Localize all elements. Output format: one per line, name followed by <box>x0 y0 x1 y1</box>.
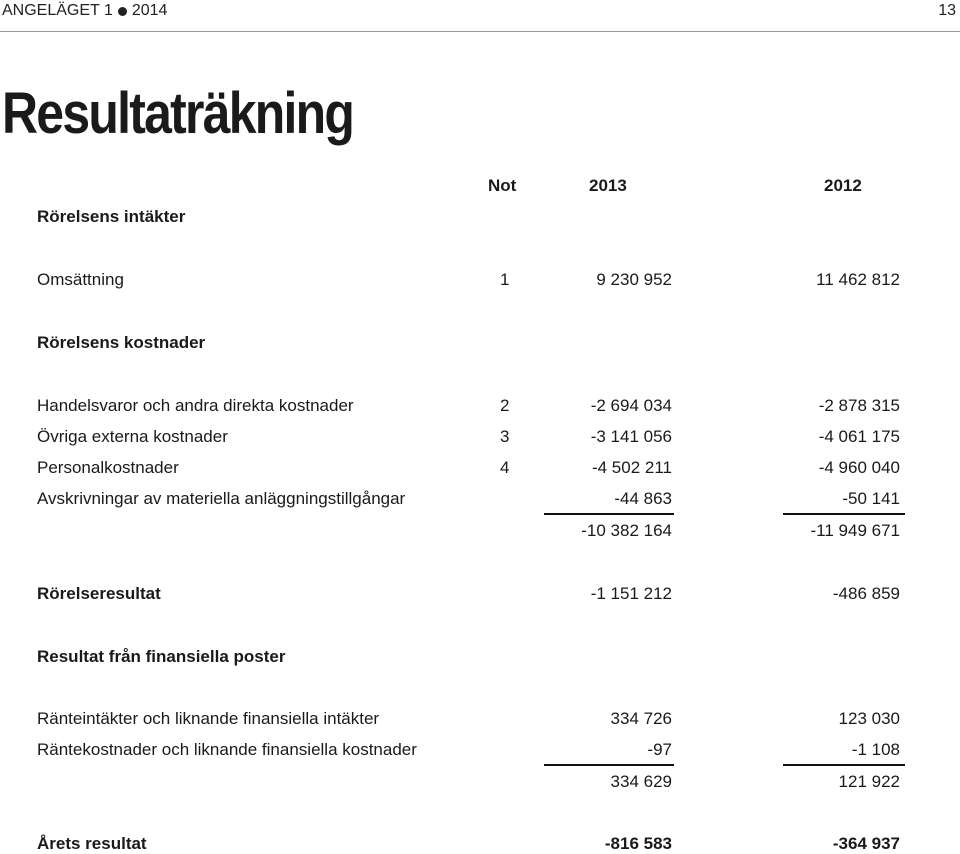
doc-name: ANGELÄGET 1 <box>2 2 113 19</box>
row-note: 2 <box>500 396 510 415</box>
row-value-2012: -1 108 <box>851 740 900 759</box>
section-heading-revenue: Rörelsens intäkter <box>37 207 186 226</box>
row-label: Räntekostnader och liknande finansiella kostnader <box>37 740 417 759</box>
row-value-2013: -2 694 034 <box>590 396 672 415</box>
costs-total-2013: -10 382 164 <box>581 521 672 540</box>
row-label: Avskrivningar av materiella anläggningstillgångar <box>37 489 406 508</box>
row-value-2012: -364 937 <box>832 834 900 853</box>
page-number: 13 <box>938 2 956 19</box>
row-label: Ränteintäkter och liknande finansiella intäkter <box>37 709 380 728</box>
row-label: Personalkostnader <box>37 458 179 477</box>
row-value-2013: -3 141 056 <box>590 427 672 446</box>
financial-total-2012: 121 922 <box>838 772 900 791</box>
bullet-icon <box>118 7 127 16</box>
running-header <box>2 2 167 20</box>
row-value-2013: -97 <box>647 740 672 759</box>
row-value-2012: -4 960 040 <box>818 458 900 477</box>
section-heading-costs: Rörelsens kostnader <box>37 333 206 352</box>
row-value-2012: -4 061 175 <box>818 427 900 446</box>
row-label: Övriga externa kostnader <box>37 427 228 446</box>
row-value-2012: 11 462 812 <box>816 270 900 289</box>
subtotal-rule-2013 <box>544 513 674 515</box>
row-label: Rörelseresultat <box>37 584 161 603</box>
row-value-2013: -4 502 211 <box>591 458 672 477</box>
row-note: 1 <box>500 270 510 289</box>
costs-total-2012: -11 949 671 <box>810 521 900 540</box>
page-title: Resultaträkning <box>2 81 354 146</box>
row-value-2013: -816 583 <box>604 834 672 853</box>
row-label: Handelsvaror och andra direkta kostnader <box>37 396 354 415</box>
section-heading-financial: Resultat från finansiella poster <box>37 647 286 666</box>
column-header-not: Not <box>488 176 517 195</box>
row-value-2013: 334 726 <box>610 709 672 728</box>
subtotal-rule-2012 <box>783 513 905 515</box>
subtotal-rule-2012 <box>783 764 905 766</box>
subtotal-rule-2013 <box>544 764 674 766</box>
row-value-2012: -50 141 <box>842 489 900 508</box>
row-value-2012: 123 030 <box>838 709 900 728</box>
column-header-2013: 2013 <box>589 176 627 195</box>
header-divider <box>0 31 960 32</box>
row-note: 3 <box>500 427 510 446</box>
doc-year: 2014 <box>131 2 168 19</box>
financial-total-2013: 334 629 <box>610 772 672 791</box>
row-value-2012: -486 859 <box>832 584 900 603</box>
row-note: 4 <box>500 458 510 477</box>
row-value-2013: -1 151 212 <box>590 584 672 603</box>
row-value-2012: -2 878 315 <box>818 396 900 415</box>
row-label: Omsättning <box>37 270 124 289</box>
row-value-2013: 9 230 952 <box>596 270 672 289</box>
column-header-2012: 2012 <box>824 176 862 195</box>
row-label: Årets resultat <box>37 834 147 853</box>
row-value-2013: -44 863 <box>614 489 672 508</box>
